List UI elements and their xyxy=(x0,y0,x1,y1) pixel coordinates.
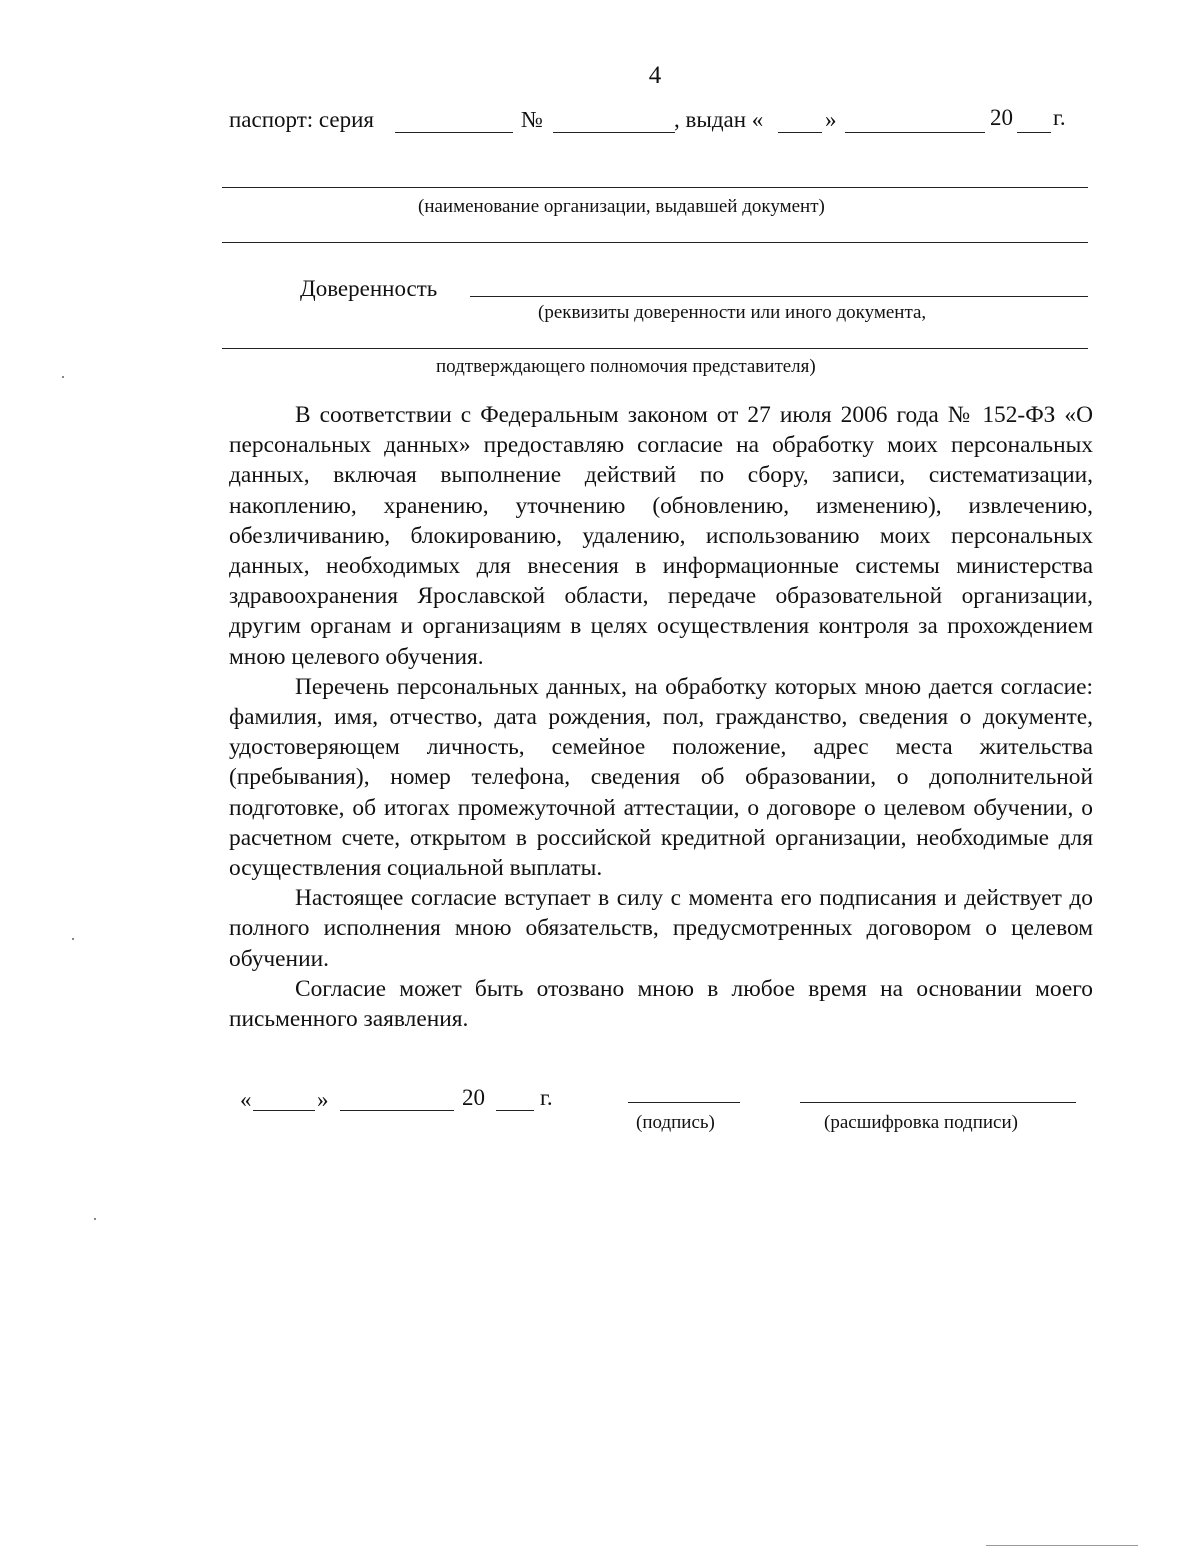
consent-paragraph-3: Настоящее согласие вступает в силу с момента его подписания и действует до полного исполнения мною обязательств, предусмотренных договором о целевом обучении. xyxy=(229,885,1093,972)
date-year-suffix: г. xyxy=(540,1085,553,1110)
issuer-caption: (наименование организации, выдавшей документ) xyxy=(418,196,825,217)
signature-decoding-caption: (расшифровка подписи) xyxy=(824,1112,1018,1133)
passport-quote-close: » xyxy=(825,107,837,132)
issuer-field[interactable] xyxy=(222,187,1088,188)
scan-edge-line xyxy=(986,1545,1138,1546)
passport-issued-label: , выдан « xyxy=(674,107,764,132)
signature-field[interactable] xyxy=(628,1102,740,1103)
date-quote-open: « xyxy=(240,1087,252,1112)
scan-speck xyxy=(72,938,74,940)
passport-year-suffix: г. xyxy=(1053,105,1066,130)
signature-caption: (подпись) xyxy=(636,1112,715,1133)
consent-text xyxy=(229,400,1093,1034)
power-of-attorney-field-continued[interactable] xyxy=(222,348,1088,349)
passport-issue-year-field[interactable] xyxy=(1017,132,1051,133)
consent-paragraph-2: Перечень персональных данных, на обработку которых мною дается согласие: фамилия, имя, отчество, дата рождения, пол, гражданство, сведения о документе, удостоверяющем личность, семейное положение, адрес места жительства (пребывания), номер телефона, сведения об образовании, о дополнительной подготовке, об итогах промежуточной аттестации, о договоре о целевом обучении, о расчетном счете, открытом в российской кредитной организации, необходимые для осуществления социальной выплаты. xyxy=(229,673,1093,882)
power-of-attorney-field[interactable] xyxy=(470,296,1088,297)
passport-series-field[interactable] xyxy=(395,132,513,133)
passport-issue-month-field[interactable] xyxy=(845,132,985,133)
date-year-field[interactable] xyxy=(496,1110,534,1111)
power-of-attorney-caption-1: (реквизиты доверенности или иного документа, xyxy=(538,302,927,323)
date-month-field[interactable] xyxy=(340,1110,454,1111)
issuer-field-continued[interactable] xyxy=(222,242,1088,243)
scan-speck xyxy=(94,1218,96,1220)
date-day-field[interactable] xyxy=(253,1110,315,1111)
date-quote-close: » xyxy=(317,1087,329,1112)
consent-paragraph-4: Согласие может быть отозвано мною в любое время на основании моего письменного заявления. xyxy=(229,975,1093,1033)
signature-decoding-field[interactable] xyxy=(800,1102,1076,1103)
power-of-attorney-label: Доверенность xyxy=(300,276,438,301)
passport-issue-day-field[interactable] xyxy=(778,132,822,133)
passport-number-field[interactable] xyxy=(553,132,675,133)
passport-year-prefix: 20 xyxy=(990,105,1013,130)
power-of-attorney-caption-2: подтверждающего полномочия представителя) xyxy=(436,356,816,377)
page-number: 4 xyxy=(648,62,662,89)
passport-number-sign: № xyxy=(521,107,543,132)
passport-series-label: паспорт: серия xyxy=(229,107,375,132)
date-year-prefix: 20 xyxy=(462,1085,485,1110)
consent-paragraph-1: В соответствии с Федеральным законом от 27 июля 2006 года № 152-ФЗ «О персональных данных» предоставляю согласие на обработку моих персональных данных, включая выполнение действий по сбору, записи, систематизации, накоплению, хранению, уточнению (обновлению, изменению), извлечению, обезличиванию, блокированию, удалению, использованию моих персональных данных, необходимых для внесения в информационные системы министерства здравоохранения Ярославской области, передаче образовательной организации, другим органам и организациям в целях осуществления контроля за прохождением мною целевого обучения. xyxy=(229,402,1093,670)
scan-speck xyxy=(62,376,64,378)
